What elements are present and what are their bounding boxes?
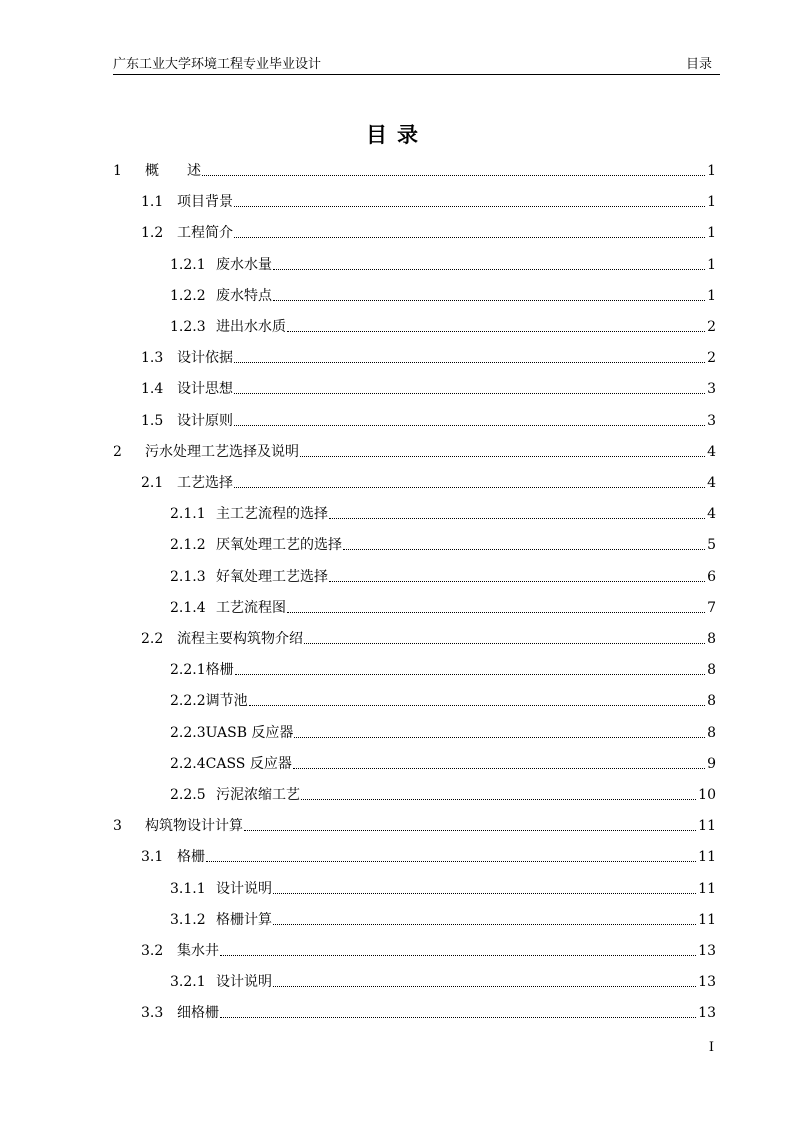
toc-entry-page: 8 <box>707 631 716 647</box>
page-header <box>113 56 720 75</box>
toc-entry-title: 设计思想 <box>177 381 233 398</box>
toc-entry-number: 3.1 <box>141 849 164 866</box>
toc-dot-leader <box>287 331 705 332</box>
toc-entry[interactable] <box>170 499 716 523</box>
toc-entry-title: 设计原则 <box>177 412 233 429</box>
toc-entry-page: 6 <box>707 568 716 585</box>
toc-dot-leader <box>234 237 705 238</box>
toc-entry-title: 废水特点 <box>216 287 272 304</box>
toc-entry[interactable] <box>113 437 716 461</box>
toc-dot-leader <box>273 893 696 894</box>
toc-entry-page: 11 <box>698 880 716 897</box>
toc-entry-title: 流程主要构筑物介绍 <box>177 631 303 647</box>
toc-entry-number: 2.1 <box>141 475 164 491</box>
toc-entry[interactable] <box>170 905 716 929</box>
toc-entry-number: 1.5 <box>141 412 164 429</box>
toc-entry-title: 工程简介 <box>177 225 233 242</box>
toc-entry-title: UASB 反应器 <box>205 724 294 741</box>
toc-entry-title: 污水处理工艺选择及说明 <box>145 443 299 460</box>
toc-entry-page: 5 <box>707 537 716 554</box>
toc-entry-title: 进出水水质 <box>216 319 286 335</box>
toc-entry[interactable] <box>141 468 716 492</box>
toc-entry[interactable] <box>170 874 716 898</box>
toc-entry[interactable] <box>141 936 716 960</box>
toc-entry[interactable] <box>141 187 716 211</box>
toc-entry-title: 工艺选择 <box>177 475 233 491</box>
toc-entry-page: 1 <box>707 225 716 242</box>
toc-entry-number: 2.1.3 <box>170 568 206 585</box>
page-number: I <box>708 1040 714 1055</box>
toc-entry-page: 11 <box>698 911 716 928</box>
toc-entry-page: 1 <box>707 194 716 211</box>
toc-entry[interactable] <box>170 967 716 991</box>
toc-dot-leader <box>234 206 705 207</box>
toc-entry-number: 3.2 <box>141 943 164 959</box>
toc-entry[interactable] <box>170 281 716 305</box>
toc-entry[interactable] <box>170 250 716 274</box>
toc-dot-leader <box>273 300 705 301</box>
toc-entry[interactable] <box>170 593 716 617</box>
toc-entry-page: 13 <box>698 943 716 959</box>
toc-dot-leader <box>220 1017 696 1018</box>
toc-title: 目录 <box>366 122 428 147</box>
toc-entry-number: 2.1.2 <box>170 537 206 554</box>
toc-entry[interactable] <box>141 842 716 866</box>
toc-entry-title: 构筑物设计计算 <box>145 818 243 835</box>
toc-dot-leader <box>300 456 705 457</box>
toc-entry-page: 13 <box>698 1005 716 1022</box>
toc-dot-leader <box>244 830 696 831</box>
toc-dot-leader <box>234 393 705 394</box>
toc-entry-number: 1.2.2 <box>170 287 206 304</box>
toc-entry-title: CASS 反应器 <box>205 755 292 772</box>
toc-entry-page: 11 <box>698 818 716 835</box>
toc-entry-number: 2 <box>113 443 122 460</box>
toc-entry[interactable] <box>141 406 716 430</box>
toc-entry-title: 细格栅 <box>177 1005 219 1022</box>
toc-entry-number: 2.2.5 <box>170 787 206 803</box>
toc-entry-page: 1 <box>707 256 716 273</box>
toc-entry-title: 设计说明 <box>216 974 272 991</box>
toc-dot-leader <box>343 549 705 550</box>
toc-dot-leader <box>301 799 696 800</box>
toc-entry[interactable] <box>113 811 716 835</box>
toc-entry-page: 8 <box>707 693 716 710</box>
toc-dot-leader <box>329 581 705 582</box>
toc-entry-page: 2 <box>707 350 716 367</box>
toc-entry[interactable] <box>170 718 716 742</box>
toc-entry-page: 4 <box>707 443 716 460</box>
toc-entry-page: 13 <box>698 974 716 991</box>
toc-entry-number: 1.2 <box>141 225 164 242</box>
toc-entry[interactable] <box>170 562 716 586</box>
toc-entry[interactable] <box>141 343 716 367</box>
toc-dot-leader <box>202 175 705 176</box>
toc-entry-page: 9 <box>707 755 716 772</box>
toc-entry-title: 设计依据 <box>177 350 233 367</box>
toc-entry[interactable] <box>141 218 716 242</box>
toc-entry-number: 1.4 <box>141 381 164 398</box>
toc-dot-leader <box>234 487 705 488</box>
toc-entry-title: 设计说明 <box>216 880 272 897</box>
toc-entry-page: 1 <box>707 163 716 179</box>
toc-entry-page: 4 <box>707 475 716 491</box>
toc-entry-title: 集水井 <box>177 943 219 959</box>
toc-entry-number: 3 <box>113 818 122 835</box>
toc-entry-number: 2.2 <box>141 631 164 647</box>
toc-entry-number: 3.1.1 <box>170 880 206 897</box>
toc-entry-number: 2.1.4 <box>170 599 206 616</box>
toc-entry-page: 11 <box>698 849 716 866</box>
toc-entry-title: 污泥浓缩工艺 <box>216 787 300 803</box>
toc-entry-title: 厌氧处理工艺的选择 <box>216 537 342 554</box>
toc-entry-page: 10 <box>698 787 716 803</box>
toc-entry-number: 1.3 <box>141 350 164 367</box>
toc-entry-number: 2.2.3 <box>170 724 206 741</box>
toc-entry-title: 格栅 <box>177 849 205 866</box>
toc-entry-title: 调节池 <box>205 693 248 710</box>
toc-dot-leader <box>273 986 696 987</box>
toc-dot-leader <box>294 737 705 738</box>
toc-dot-leader <box>234 425 705 426</box>
toc-entry[interactable] <box>141 374 716 398</box>
toc-entry-number: 2.2.2 <box>170 693 206 710</box>
toc-dot-leader <box>220 955 696 956</box>
toc-entry[interactable] <box>170 749 716 773</box>
toc-entry-title: 主工艺流程的选择 <box>216 506 328 523</box>
toc-dot-leader <box>329 518 705 519</box>
toc-entry-title: 概 述 <box>145 163 201 179</box>
toc-entry-number: 2.2.1 <box>170 662 206 679</box>
toc-entry-number: 1.2.1 <box>170 256 206 273</box>
toc-entry-title: 好氧处理工艺选择 <box>216 568 328 585</box>
toc-entry-page: 8 <box>707 724 716 741</box>
toc-entry-number: 3.1.2 <box>170 911 206 928</box>
toc-entry-number: 2.2.4 <box>170 755 206 772</box>
toc-entry-title: 废水水量 <box>216 256 272 273</box>
toc-entry-page: 8 <box>707 662 716 679</box>
toc-entry[interactable] <box>170 655 716 679</box>
toc-entry-number: 3.3 <box>141 1005 164 1022</box>
toc-entry[interactable] <box>113 156 716 180</box>
toc-entry[interactable] <box>170 686 716 710</box>
header-title: 广东工业大学环境工程专业毕业设计 <box>113 57 322 72</box>
toc-dot-leader <box>234 362 705 363</box>
toc-entry-number: 2.1.1 <box>170 506 206 523</box>
toc-entry[interactable] <box>141 624 716 648</box>
toc-entry-number: 1.1 <box>141 194 164 211</box>
toc-dot-leader <box>206 861 696 862</box>
toc-dot-leader <box>235 674 705 675</box>
toc-entry-page: 2 <box>707 319 716 335</box>
toc-entry-title: 格栅计算 <box>216 911 272 928</box>
toc-entry-number: 1.2.3 <box>170 319 206 335</box>
toc-dot-leader <box>273 269 705 270</box>
toc-entry-title: 格栅 <box>205 662 234 679</box>
toc-entry[interactable] <box>141 998 716 1022</box>
toc-entry-page: 3 <box>707 381 716 398</box>
toc-entry-title: 项目背景 <box>177 194 233 211</box>
toc-entry-page: 4 <box>707 506 716 523</box>
toc-dot-leader <box>304 643 705 644</box>
toc-dot-leader <box>249 705 705 706</box>
toc-entry-number: 3.2.1 <box>170 974 206 991</box>
toc-entry[interactable] <box>170 780 716 804</box>
toc-dot-leader <box>293 768 705 769</box>
toc-entry-title: 工艺流程图 <box>216 599 286 616</box>
toc-entry-page: 3 <box>707 412 716 429</box>
toc-entry[interactable] <box>170 530 716 554</box>
toc-dot-leader <box>273 924 696 925</box>
toc-entry-page: 7 <box>707 599 716 616</box>
toc-entry-number: 1 <box>113 163 122 179</box>
header-section: 目录 <box>685 57 712 72</box>
toc-entry[interactable] <box>170 312 716 336</box>
toc-dot-leader <box>287 612 705 613</box>
toc-entry-page: 1 <box>707 287 716 304</box>
